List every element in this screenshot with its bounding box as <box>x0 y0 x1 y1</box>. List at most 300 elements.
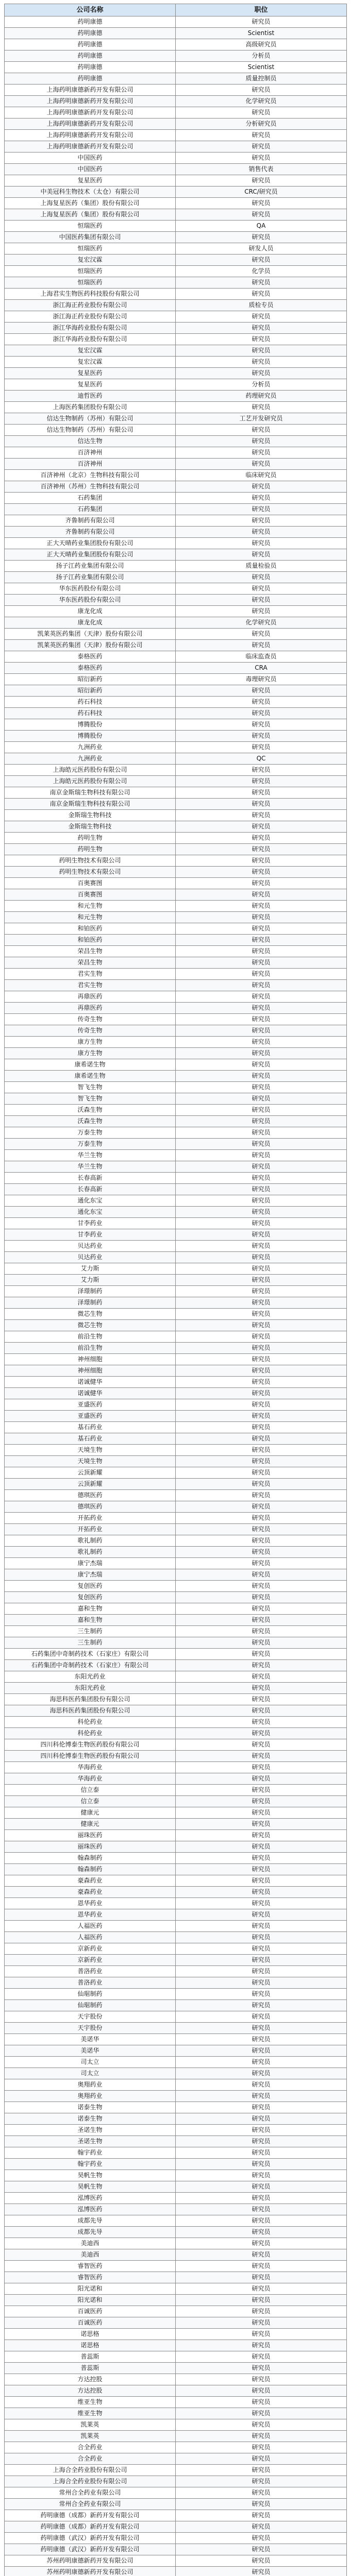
cell-company[interactable]: 恒瑞医药 <box>5 221 176 232</box>
table-row[interactable] <box>5 617 347 629</box>
cell-position[interactable]: 研究员 <box>176 1501 347 1513</box>
cell-position[interactable]: 研究员 <box>176 2113 347 2125</box>
cell-position[interactable]: 研究员 <box>176 946 347 957</box>
table-row[interactable] <box>5 2249 347 2261</box>
cell-position[interactable]: 研究员 <box>176 255 347 266</box>
cell-position[interactable]: 研究员 <box>176 1807 347 1819</box>
table-row[interactable] <box>5 1082 347 1093</box>
cell-position[interactable]: 研究员 <box>176 1592 347 1603</box>
cell-position[interactable]: 研究员 <box>176 572 347 583</box>
cell-company[interactable]: 诺思格 <box>5 2329 176 2340</box>
table-row[interactable] <box>5 1320 347 1331</box>
table-row[interactable] <box>5 1263 347 1275</box>
cell-company[interactable]: 康宁杰瑞 <box>5 1569 176 1581</box>
table-row[interactable] <box>5 561 347 572</box>
table-row[interactable] <box>5 209 347 221</box>
table-row[interactable] <box>5 697 347 708</box>
cell-position[interactable]: 工艺开发研究员 <box>176 413 347 425</box>
table-row[interactable] <box>5 1637 347 1649</box>
cell-position[interactable]: 研究员 <box>176 1275 347 1286</box>
table-row[interactable] <box>5 651 347 663</box>
cell-company[interactable]: 美迪西 <box>5 2238 176 2249</box>
table-row[interactable] <box>5 1898 347 1909</box>
table-row[interactable] <box>5 867 347 878</box>
cell-company[interactable]: 健康元 <box>5 1807 176 1819</box>
cell-company[interactable]: 万泰生物 <box>5 1127 176 1139</box>
cell-position[interactable]: 研究员 <box>176 1671 347 1683</box>
cell-position[interactable]: 研究员 <box>176 2011 347 2023</box>
cell-position[interactable]: 研究员 <box>176 1841 347 1853</box>
table-row[interactable] <box>5 1388 347 1399</box>
cell-position[interactable]: 研究员 <box>176 2351 347 2363</box>
table-row[interactable] <box>5 844 347 855</box>
table-row[interactable] <box>5 1728 347 1739</box>
cell-company[interactable]: 浙江华海药业股份有限公司 <box>5 334 176 345</box>
cell-position[interactable]: 研究员 <box>176 969 347 980</box>
cell-company[interactable]: 合全药业 <box>5 2453 176 2465</box>
cell-company[interactable]: 美诺华 <box>5 2045 176 2057</box>
table-row[interactable] <box>5 2351 347 2363</box>
table-row[interactable] <box>5 1195 347 1207</box>
cell-company[interactable]: 泽璟制药 <box>5 1286 176 1297</box>
cell-company[interactable]: 信达生物制药（苏州）有限公司 <box>5 425 176 436</box>
cell-position[interactable]: 研究员 <box>176 1830 347 1841</box>
table-row[interactable] <box>5 991 347 1003</box>
cell-company[interactable]: 上海药明康德新药开发有限公司 <box>5 107 176 118</box>
cell-position[interactable]: 研究员 <box>176 742 347 753</box>
cell-position[interactable]: 研究员 <box>176 1898 347 1909</box>
column-header-company[interactable]: 公司名称 <box>5 4 176 16</box>
cell-company[interactable]: 丽珠医药 <box>5 1841 176 1853</box>
cell-company[interactable]: 智飞生物 <box>5 1093 176 1105</box>
table-row[interactable] <box>5 1297 347 1309</box>
cell-company[interactable]: 天境生物 <box>5 1456 176 1467</box>
cell-position[interactable]: 高级研究员 <box>176 39 347 50</box>
cell-company[interactable]: 翰宇药业 <box>5 2147 176 2159</box>
cell-position[interactable]: 研究员 <box>176 2283 347 2295</box>
cell-company[interactable]: 药明康德（成都）新药开发有限公司 <box>5 2521 176 2533</box>
cell-company[interactable]: 传奇生物 <box>5 1025 176 1037</box>
cell-position[interactable]: 研究员 <box>176 1343 347 1354</box>
table-row[interactable] <box>5 118 347 130</box>
cell-company[interactable]: 三生制药 <box>5 1626 176 1637</box>
table-row[interactable] <box>5 1071 347 1082</box>
cell-position[interactable]: 研究员 <box>176 1127 347 1139</box>
cell-company[interactable]: 甘李药业 <box>5 1229 176 1241</box>
table-row[interactable] <box>5 2181 347 2193</box>
cell-position[interactable]: 研究员 <box>176 595 347 606</box>
cell-company[interactable]: 九洲药业 <box>5 742 176 753</box>
cell-company[interactable]: 中国医药集团有限公司 <box>5 232 176 243</box>
cell-position[interactable]: 研究员 <box>176 2544 347 2555</box>
cell-company[interactable]: 科伦药业 <box>5 1717 176 1728</box>
cell-company[interactable]: 信立泰 <box>5 1785 176 1796</box>
cell-company[interactable]: 万泰生物 <box>5 1139 176 1150</box>
cell-position[interactable]: 研究员 <box>176 2363 347 2374</box>
cell-position[interactable]: 研究员 <box>176 2057 347 2068</box>
table-row[interactable] <box>5 2215 347 2227</box>
table-row[interactable] <box>5 1705 347 1717</box>
cell-position[interactable]: 研究员 <box>176 2215 347 2227</box>
table-row[interactable] <box>5 2295 347 2306</box>
cell-company[interactable]: 翰宇药业 <box>5 2159 176 2170</box>
cell-company[interactable]: 和元生物 <box>5 912 176 923</box>
cell-company[interactable]: 康龙化成 <box>5 617 176 629</box>
cell-company[interactable]: 正大天晴药业集团股份有限公司 <box>5 549 176 561</box>
cell-position[interactable]: 分析员 <box>176 379 347 391</box>
table-row[interactable] <box>5 1581 347 1592</box>
cell-company[interactable]: 复星医药 <box>5 175 176 187</box>
table-row[interactable] <box>5 1807 347 1819</box>
cell-position[interactable]: 研究员 <box>176 1309 347 1320</box>
table-row[interactable] <box>5 2510 347 2521</box>
cell-position[interactable]: 研究员 <box>176 2079 347 2091</box>
table-row[interactable] <box>5 1025 347 1037</box>
cell-position[interactable]: 研究员 <box>176 232 347 243</box>
cell-company[interactable]: 普洛药业 <box>5 1977 176 1989</box>
table-row[interactable] <box>5 2329 347 2340</box>
cell-company[interactable]: 华兰生物 <box>5 1161 176 1173</box>
cell-position[interactable]: 研究员 <box>176 1252 347 1263</box>
cell-company[interactable]: 天宇股份 <box>5 2011 176 2023</box>
cell-position[interactable]: 研究员 <box>176 1445 347 1456</box>
table-row[interactable] <box>5 221 347 232</box>
cell-company[interactable]: 上海合全药业股份有限公司 <box>5 2465 176 2476</box>
cell-company[interactable]: 上海皓元医药股份有限公司 <box>5 776 176 787</box>
table-row[interactable] <box>5 957 347 969</box>
table-row[interactable] <box>5 1875 347 1887</box>
cell-position[interactable]: 研究员 <box>176 1694 347 1705</box>
table-row[interactable] <box>5 1286 347 1297</box>
cell-company[interactable]: 长春高新 <box>5 1173 176 1184</box>
cell-position[interactable]: 药理研究员 <box>176 391 347 402</box>
cell-position[interactable]: 研究员 <box>176 2567 347 2576</box>
table-row[interactable] <box>5 1218 347 1229</box>
cell-position[interactable]: 研究员 <box>176 2068 347 2079</box>
table-row[interactable] <box>5 855 347 867</box>
table-row[interactable] <box>5 198 347 209</box>
table-row[interactable] <box>5 39 347 50</box>
cell-position[interactable]: 研究员 <box>176 935 347 946</box>
table-row[interactable] <box>5 878 347 889</box>
table-row[interactable] <box>5 2204 347 2215</box>
table-row[interactable] <box>5 572 347 583</box>
cell-position[interactable]: 研究员 <box>176 1751 347 1762</box>
cell-position[interactable]: 研究员 <box>176 493 347 504</box>
cell-company[interactable]: 开拓药业 <box>5 1524 176 1535</box>
cell-company[interactable]: 中国医药 <box>5 152 176 164</box>
cell-position[interactable]: 研究员 <box>176 787 347 799</box>
cell-position[interactable]: 研究员 <box>176 1535 347 1547</box>
cell-position[interactable]: 研究员 <box>176 1932 347 1943</box>
cell-company[interactable]: 前沿生物 <box>5 1343 176 1354</box>
table-row[interactable] <box>5 2238 347 2249</box>
cell-position[interactable]: 研究员 <box>176 1048 347 1059</box>
cell-position[interactable]: 研究员 <box>176 980 347 991</box>
cell-company[interactable]: 昭衍新药 <box>5 674 176 685</box>
table-row[interactable] <box>5 1932 347 1943</box>
table-row[interactable] <box>5 923 347 935</box>
table-row[interactable] <box>5 1059 347 1071</box>
cell-position[interactable]: 研究员 <box>176 2510 347 2521</box>
table-row[interactable] <box>5 1501 347 1513</box>
cell-company[interactable]: 东阳光药业 <box>5 1683 176 1694</box>
cell-company[interactable]: 泓博医药 <box>5 2204 176 2215</box>
cell-company[interactable]: 和铂医药 <box>5 935 176 946</box>
cell-company[interactable]: 贝达药业 <box>5 1241 176 1252</box>
cell-position[interactable]: 研究员 <box>176 1921 347 1932</box>
table-row[interactable] <box>5 549 347 561</box>
table-row[interactable] <box>5 402 347 413</box>
cell-position[interactable]: Scientist <box>176 62 347 73</box>
table-row[interactable] <box>5 187 347 198</box>
cell-company[interactable]: 信立泰 <box>5 1796 176 1807</box>
table-row[interactable] <box>5 1014 347 1025</box>
table-row[interactable] <box>5 2487 347 2499</box>
table-row[interactable] <box>5 1467 347 1479</box>
cell-position[interactable]: 研究员 <box>176 2091 347 2102</box>
table-row[interactable] <box>5 1354 347 1365</box>
cell-company[interactable]: 方达控股 <box>5 2385 176 2397</box>
cell-company[interactable]: 上海药明康德新药开发有限公司 <box>5 141 176 152</box>
cell-company[interactable]: 康希诺生物 <box>5 1071 176 1082</box>
cell-position[interactable]: 研究员 <box>176 640 347 651</box>
cell-company[interactable]: 凯莱英医药集团（天津）股份有限公司 <box>5 640 176 651</box>
cell-position[interactable]: 化学研究员 <box>176 96 347 107</box>
table-row[interactable] <box>5 1513 347 1524</box>
cell-position[interactable]: 研究员 <box>176 16 347 28</box>
cell-position[interactable]: 研究员 <box>176 2125 347 2136</box>
table-row[interactable] <box>5 787 347 799</box>
column-header-position[interactable]: 职位 <box>176 4 347 16</box>
table-row[interactable] <box>5 2499 347 2510</box>
table-row[interactable] <box>5 1989 347 2000</box>
table-row[interactable] <box>5 640 347 651</box>
table-row[interactable] <box>5 232 347 243</box>
table-row[interactable] <box>5 2317 347 2329</box>
table-row[interactable] <box>5 1422 347 1433</box>
table-row[interactable] <box>5 1796 347 1807</box>
table-row[interactable] <box>5 1683 347 1694</box>
cell-position[interactable]: 研究员 <box>176 2261 347 2272</box>
table-row[interactable] <box>5 1592 347 1603</box>
table-row[interactable] <box>5 1037 347 1048</box>
cell-company[interactable]: 恒瑞医药 <box>5 243 176 255</box>
cell-company[interactable]: 正大天晴药业集团股份有限公司 <box>5 538 176 549</box>
cell-position[interactable]: 研究员 <box>176 799 347 810</box>
cell-company[interactable]: 华海药业 <box>5 1762 176 1773</box>
cell-company[interactable]: 药石科技 <box>5 697 176 708</box>
table-row[interactable] <box>5 28 347 39</box>
table-row[interactable] <box>5 2363 347 2374</box>
table-row[interactable] <box>5 2555 347 2567</box>
table-row[interactable] <box>5 912 347 923</box>
table-row[interactable] <box>5 470 347 481</box>
cell-company[interactable]: 智飞生物 <box>5 1082 176 1093</box>
cell-position[interactable]: 研究员 <box>176 1717 347 1728</box>
table-row[interactable] <box>5 1819 347 1830</box>
cell-company[interactable]: 恒瑞医药 <box>5 277 176 289</box>
cell-position[interactable]: 研究员 <box>176 2465 347 2476</box>
table-row[interactable] <box>5 527 347 538</box>
cell-company[interactable]: 百诚医药 <box>5 2317 176 2329</box>
table-row[interactable] <box>5 606 347 617</box>
cell-position[interactable]: 研究员 <box>176 323 347 334</box>
cell-company[interactable]: 荣昌生物 <box>5 957 176 969</box>
cell-company[interactable]: 亚盛医药 <box>5 1411 176 1422</box>
table-row[interactable] <box>5 277 347 289</box>
cell-company[interactable]: 东阳光药业 <box>5 1671 176 1683</box>
cell-company[interactable]: 百济神州 <box>5 447 176 459</box>
table-row[interactable] <box>5 2533 347 2544</box>
table-row[interactable] <box>5 2374 347 2385</box>
table-row[interactable] <box>5 1864 347 1875</box>
cell-company[interactable]: 海思科医药集团股份有限公司 <box>5 1694 176 1705</box>
cell-company[interactable]: 三生制药 <box>5 1637 176 1649</box>
cell-position[interactable]: 研究员 <box>176 1173 347 1184</box>
cell-position[interactable]: 研究员 <box>176 708 347 719</box>
table-row[interactable] <box>5 731 347 742</box>
cell-company[interactable]: 百济神州（苏州）生物科技有限公司 <box>5 481 176 493</box>
table-row[interactable] <box>5 1275 347 1286</box>
table-row[interactable] <box>5 1887 347 1898</box>
table-row[interactable] <box>5 1694 347 1705</box>
cell-position[interactable]: 研究员 <box>176 2306 347 2317</box>
cell-company[interactable]: 百奥赛图 <box>5 889 176 901</box>
cell-company[interactable]: 诺诚健华 <box>5 1388 176 1399</box>
cell-company[interactable]: 泰格医药 <box>5 663 176 674</box>
table-row[interactable] <box>5 2408 347 2419</box>
cell-company[interactable]: 阳光诺和 <box>5 2295 176 2306</box>
cell-position[interactable]: 研究员 <box>176 2419 347 2431</box>
cell-company[interactable]: 天宇股份 <box>5 2023 176 2034</box>
table-row[interactable] <box>5 969 347 980</box>
cell-position[interactable]: 研究员 <box>176 1739 347 1751</box>
cell-position[interactable]: 研究员 <box>176 1875 347 1887</box>
cell-company[interactable]: 复创医药 <box>5 1592 176 1603</box>
cell-company[interactable]: 科伦药业 <box>5 1728 176 1739</box>
cell-position[interactable]: 销售代表 <box>176 164 347 175</box>
table-row[interactable] <box>5 901 347 912</box>
cell-company[interactable]: 京新药业 <box>5 1943 176 1955</box>
table-row[interactable] <box>5 753 347 765</box>
cell-position[interactable]: 研究员 <box>176 2295 347 2306</box>
cell-company[interactable]: 基石药业 <box>5 1422 176 1433</box>
table-row[interactable] <box>5 980 347 991</box>
table-row[interactable] <box>5 2159 347 2170</box>
cell-position[interactable]: 研究员 <box>176 107 347 118</box>
cell-company[interactable]: 泓博医药 <box>5 2193 176 2204</box>
cell-company[interactable]: 普洛药业 <box>5 1966 176 1977</box>
cell-position[interactable]: 研究员 <box>176 2521 347 2533</box>
cell-position[interactable]: 研究员 <box>176 538 347 549</box>
cell-position[interactable]: 研究员 <box>176 357 347 368</box>
table-row[interactable] <box>5 685 347 697</box>
cell-position[interactable]: 研究员 <box>176 436 347 447</box>
table-row[interactable] <box>5 1830 347 1841</box>
cell-company[interactable]: 南京金斯瑞生物科技有限公司 <box>5 799 176 810</box>
table-row[interactable] <box>5 1649 347 1660</box>
table-row[interactable] <box>5 1569 347 1581</box>
cell-company[interactable]: 药明康德 <box>5 73 176 84</box>
table-row[interactable] <box>5 1524 347 1535</box>
table-row[interactable] <box>5 1966 347 1977</box>
cell-company[interactable]: 康方生物 <box>5 1037 176 1048</box>
table-row[interactable] <box>5 889 347 901</box>
cell-company[interactable]: 扬子江药业集团有限公司 <box>5 572 176 583</box>
table-row[interactable] <box>5 345 347 357</box>
cell-company[interactable]: 歌礼制药 <box>5 1535 176 1547</box>
cell-position[interactable]: 研究员 <box>176 2476 347 2487</box>
cell-position[interactable]: 临床研究员 <box>176 470 347 481</box>
table-row[interactable] <box>5 289 347 300</box>
table-row[interactable] <box>5 2419 347 2431</box>
cell-position[interactable]: 质量检验员 <box>176 561 347 572</box>
table-row[interactable] <box>5 1841 347 1853</box>
cell-company[interactable]: 药明康德 <box>5 50 176 62</box>
table-row[interactable] <box>5 1977 347 1989</box>
cell-company[interactable]: 昊帆生物 <box>5 2170 176 2181</box>
cell-company[interactable]: 复宏汉霖 <box>5 345 176 357</box>
cell-company[interactable]: 上海君实生物医药科技股份有限公司 <box>5 289 176 300</box>
table-row[interactable] <box>5 1739 347 1751</box>
cell-company[interactable]: 诺泰生物 <box>5 2102 176 2113</box>
cell-company[interactable]: 神州细胞 <box>5 1354 176 1365</box>
table-row[interactable] <box>5 2283 347 2295</box>
cell-position[interactable]: 研究员 <box>176 2238 347 2249</box>
cell-position[interactable]: 研究员 <box>176 481 347 493</box>
cell-company[interactable]: 四川科伦博泰生物医药股份有限公司 <box>5 1751 176 1762</box>
cell-position[interactable]: 研究员 <box>176 2045 347 2057</box>
table-row[interactable] <box>5 1309 347 1320</box>
table-row[interactable] <box>5 1762 347 1773</box>
cell-position[interactable]: 研究员 <box>176 1377 347 1388</box>
cell-position[interactable]: 研究员 <box>176 1354 347 1365</box>
cell-company[interactable]: 人福医药 <box>5 1921 176 1932</box>
table-row[interactable] <box>5 1184 347 1195</box>
table-row[interactable] <box>5 1343 347 1354</box>
cell-position[interactable]: 研究员 <box>176 901 347 912</box>
cell-position[interactable]: 研究员 <box>176 1819 347 1830</box>
cell-position[interactable]: 研究员 <box>176 1105 347 1116</box>
cell-position[interactable]: 研究员 <box>176 2170 347 2181</box>
table-row[interactable] <box>5 2079 347 2091</box>
table-row[interactable] <box>5 1105 347 1116</box>
cell-company[interactable]: 德琪医药 <box>5 1501 176 1513</box>
table-row[interactable] <box>5 323 347 334</box>
table-row[interactable] <box>5 1399 347 1411</box>
cell-position[interactable]: 研究员 <box>176 1966 347 1977</box>
table-row[interactable] <box>5 2057 347 2068</box>
cell-company[interactable]: 石药集团 <box>5 493 176 504</box>
cell-company[interactable]: 阳光诺和 <box>5 2283 176 2295</box>
cell-company[interactable]: 康宁杰瑞 <box>5 1558 176 1569</box>
table-row[interactable] <box>5 595 347 606</box>
cell-position[interactable]: 研究员 <box>176 2102 347 2113</box>
table-row[interactable] <box>5 1229 347 1241</box>
table-row[interactable] <box>5 2272 347 2283</box>
cell-company[interactable]: 迪哲医药 <box>5 391 176 402</box>
cell-position[interactable]: 研究员 <box>176 84 347 96</box>
cell-position[interactable]: 研究员 <box>176 1989 347 2000</box>
cell-company[interactable]: 神州细胞 <box>5 1365 176 1377</box>
table-row[interactable] <box>5 2385 347 2397</box>
cell-position[interactable]: 研究员 <box>176 1365 347 1377</box>
cell-company[interactable]: 司太立 <box>5 2068 176 2079</box>
cell-position[interactable]: 研究员 <box>176 1626 347 1637</box>
cell-company[interactable]: 方达控股 <box>5 2374 176 2385</box>
cell-position[interactable]: 研究员 <box>176 1331 347 1343</box>
